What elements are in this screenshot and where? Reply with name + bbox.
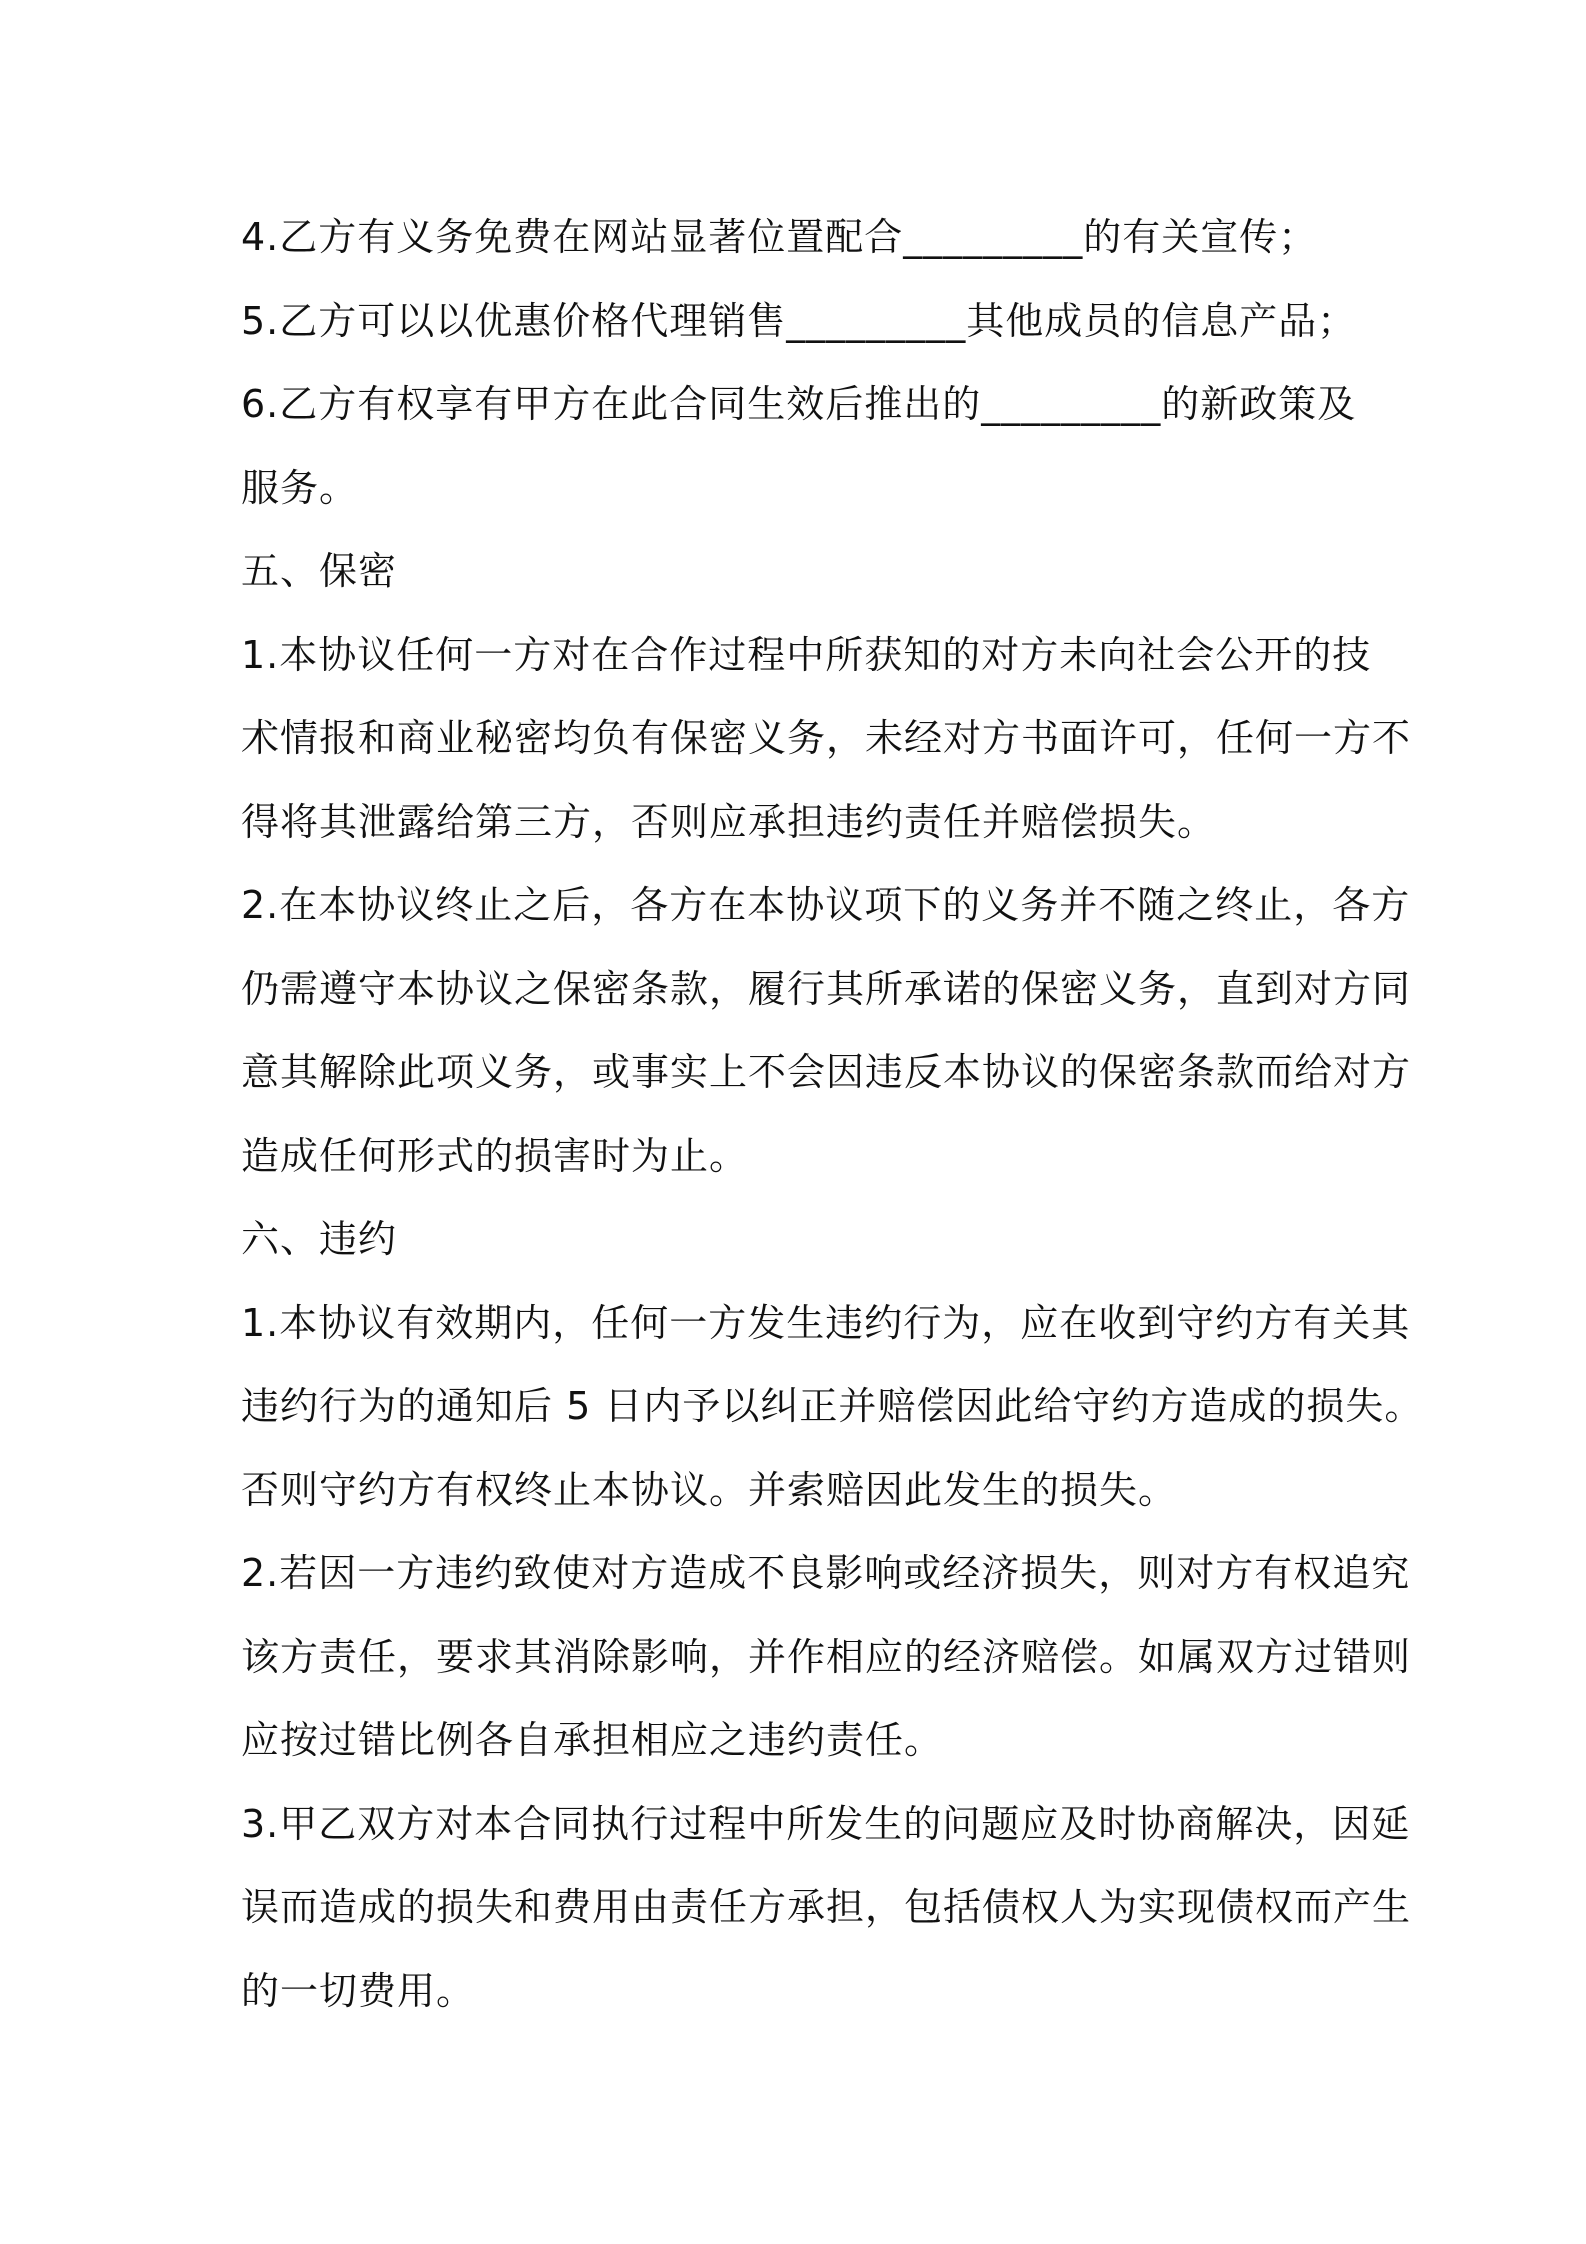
confidentiality-2-line-3: 意其解除此项义务，或事实上不会因违反本协议的保密条款而给对方	[241, 1050, 1412, 1094]
breach-1-line-3: 否则守约方有权终止本协议。并索赔因此发生的损失。	[241, 1467, 1178, 1512]
clause-6-line-2: 服务。	[241, 465, 359, 510]
breach-1-line-1: 1.本协议有效期内，任何一方发生违约行为，应在收到守约方有关其	[241, 1300, 1411, 1345]
confidentiality-1-line-3: 得将其泄露给第三方，否则应承担违约责任并赔偿损失。	[241, 799, 1217, 844]
confidentiality-2-line-1: 2.在本协议终止之后，各方在本协议项下的义务并不随之终止，各方	[241, 883, 1411, 927]
confidentiality-1-line-2: 术情报和商业秘密均负有保密义务，未经对方书面许可，任何一方不	[241, 716, 1412, 760]
breach-2-line-1: 2.若因一方违约致使对方造成不良影响或经济损失，则对方有权追究	[241, 1551, 1411, 1595]
breach-3-line-1: 3.甲乙双方对本合同执行过程中所发生的问题应及时协商解决，因延	[241, 1801, 1411, 1846]
document-body	[241, 196, 1424, 2033]
clause-6-line-1: 6.乙方有权享有甲方在此合同生效后推出的_________的新政策及	[241, 382, 1357, 426]
breach-1-line-2: 违约行为的通知后 5 日内予以纠正并赔偿因此给守约方造成的损失。	[241, 1384, 1424, 1428]
clause-5-line: 5.乙方可以以优惠价格代理销售_________其他成员的信息产品；	[241, 298, 1357, 343]
section-heading-breach: 六、违约	[241, 1217, 398, 1261]
clause-4-line: 4.乙方有义务免费在网站显著位置配合_________的有关宣传；	[241, 215, 1318, 259]
breach-3-line-2: 误而造成的损失和费用由责任方承担，包括债权人为实现债权而产生	[241, 1885, 1412, 1929]
breach-2-line-3: 应按过错比例各自承担相应之违约责任。	[241, 1718, 944, 1762]
confidentiality-2-line-4: 造成任何形式的损害时为止。	[241, 1133, 749, 1178]
confidentiality-2-line-2: 仍需遵守本协议之保密条款，履行其所承诺的保密义务，直到对方同	[241, 966, 1412, 1011]
confidentiality-1-line-1: 1.本协议任何一方对在合作过程中所获知的对方未向社会公开的技	[241, 632, 1372, 677]
breach-3-line-3: 的一切费用。	[241, 1968, 476, 2013]
section-heading-confidentiality: 五、保密	[241, 549, 398, 593]
breach-2-line-2: 该方责任，要求其消除影响，并作相应的经济赔偿。如属双方过错则	[241, 1634, 1412, 1679]
